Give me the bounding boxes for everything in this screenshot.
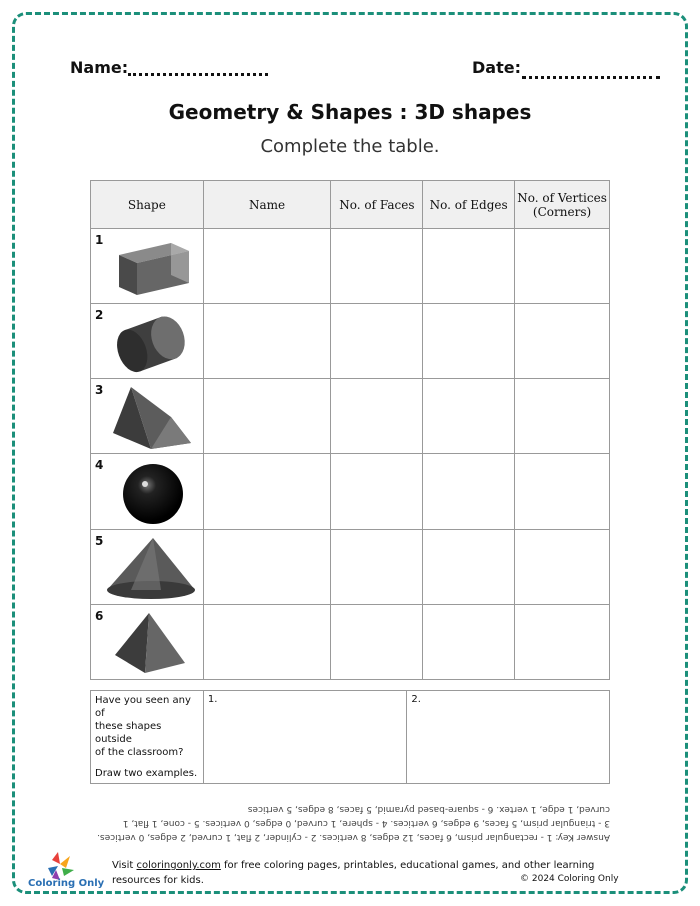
shape-cell [91, 229, 204, 304]
name-cell[interactable] [203, 454, 331, 529]
vertices-cell[interactable] [515, 229, 610, 304]
edges-cell[interactable] [423, 304, 515, 379]
question-line: Have you seen any of [95, 695, 191, 719]
name-cell[interactable] [203, 604, 331, 679]
vertices-cell[interactable] [515, 604, 610, 679]
footer-visit-prefix: Visit [112, 860, 137, 871]
table-row [91, 529, 610, 604]
name-cell[interactable] [203, 379, 331, 454]
edges-cell[interactable] [423, 379, 515, 454]
shape-cell [91, 304, 204, 379]
shapes-table [90, 180, 610, 680]
table-row [91, 304, 610, 379]
table-row [91, 454, 610, 529]
row-number: 1 [95, 233, 104, 247]
row-number: 4 [95, 458, 104, 473]
draw-box-2-label: 2. [411, 694, 421, 705]
vertices-cell[interactable] [515, 529, 610, 604]
table-row [91, 379, 610, 454]
copyright: © 2024 Coloring Only [520, 874, 619, 884]
answer-key-upside-down: Answer Key: 1 - rectangular prism, 6 faces, 12 edges, 8 vertices. 2 - cylinder, 2 flat, 1 curved, 2 edges, 0 vertices. 3 - triangular prism, 5 faces, 9 edges, 6 vertices. 4 - sphere, 1 curved, 0 edges, 0 vertices. 5 - cone, 1 flat, 1 curved, 1 edge, 1 vertex. 6 - square-based pyramid, 5 faces, 8 edges, 5 vertices [97, 804, 610, 842]
edges-cell[interactable] [423, 604, 515, 679]
header-vertices: No. of Vertices (Corners) [515, 181, 610, 229]
faces-cell[interactable] [331, 454, 423, 529]
faces-cell[interactable] [331, 304, 423, 379]
draw-row [91, 691, 610, 784]
logo-text: Coloring Only [28, 878, 105, 889]
sphere-icon [101, 458, 199, 526]
draw-instruction: Draw two examples. [95, 768, 198, 779]
row-number: 6 [95, 608, 104, 623]
shape-cell [91, 604, 204, 679]
row-number: 5 [95, 533, 104, 548]
pyramid-icon [101, 609, 199, 677]
table-header-row [91, 181, 610, 229]
shape-cell [91, 454, 204, 529]
faces-cell[interactable] [331, 529, 423, 604]
header-edges: No. of Edges [423, 181, 515, 229]
edges-cell[interactable] [423, 529, 515, 604]
draw-box-1[interactable] [203, 691, 407, 784]
draw-box-2[interactable] [407, 691, 610, 784]
cone-icon [101, 534, 199, 602]
vertices-cell[interactable] [515, 304, 610, 379]
rectangular-prism-icon [101, 233, 199, 301]
cylinder-icon [101, 308, 199, 376]
faces-cell[interactable] [331, 229, 423, 304]
name-field[interactable] [128, 72, 268, 76]
vertices-cell[interactable] [515, 454, 610, 529]
faces-cell[interactable] [331, 379, 423, 454]
name-cell[interactable] [203, 229, 331, 304]
faces-cell[interactable] [331, 604, 423, 679]
question-line: these shapes outside [95, 721, 162, 745]
edges-cell[interactable] [423, 454, 515, 529]
draw-examples-table [90, 690, 610, 784]
row-number: 3 [95, 383, 104, 398]
table-row [91, 604, 610, 679]
page-subtitle: Complete the table. [260, 136, 440, 157]
date-label: Date: [472, 58, 521, 77]
row-number: 2 [95, 308, 104, 323]
footer-visit-suffix: for free coloring pages, printables, educational games, and other learning resources for kids. [112, 860, 595, 886]
edges-cell[interactable] [423, 229, 515, 304]
name-cell[interactable] [203, 304, 331, 379]
draw-box-1-label: 1. [207, 694, 218, 705]
header-shape: Shape [91, 181, 204, 229]
site-link[interactable]: coloringonly.com [136, 860, 221, 871]
shape-cell [91, 529, 204, 604]
name-cell[interactable] [203, 529, 331, 604]
date-field[interactable] [522, 75, 660, 79]
shape-cell [91, 379, 204, 454]
vertices-cell[interactable] [515, 379, 610, 454]
question-line: of the classroom? [95, 747, 184, 758]
header-faces: No. of Faces [331, 181, 423, 229]
draw-question [91, 691, 204, 784]
page-title: Geometry & Shapes : 3D shapes [168, 100, 532, 124]
name-label: Name: [70, 58, 129, 77]
header-name: Name [203, 181, 331, 229]
table-row [91, 229, 610, 304]
triangular-prism-icon [101, 383, 199, 451]
